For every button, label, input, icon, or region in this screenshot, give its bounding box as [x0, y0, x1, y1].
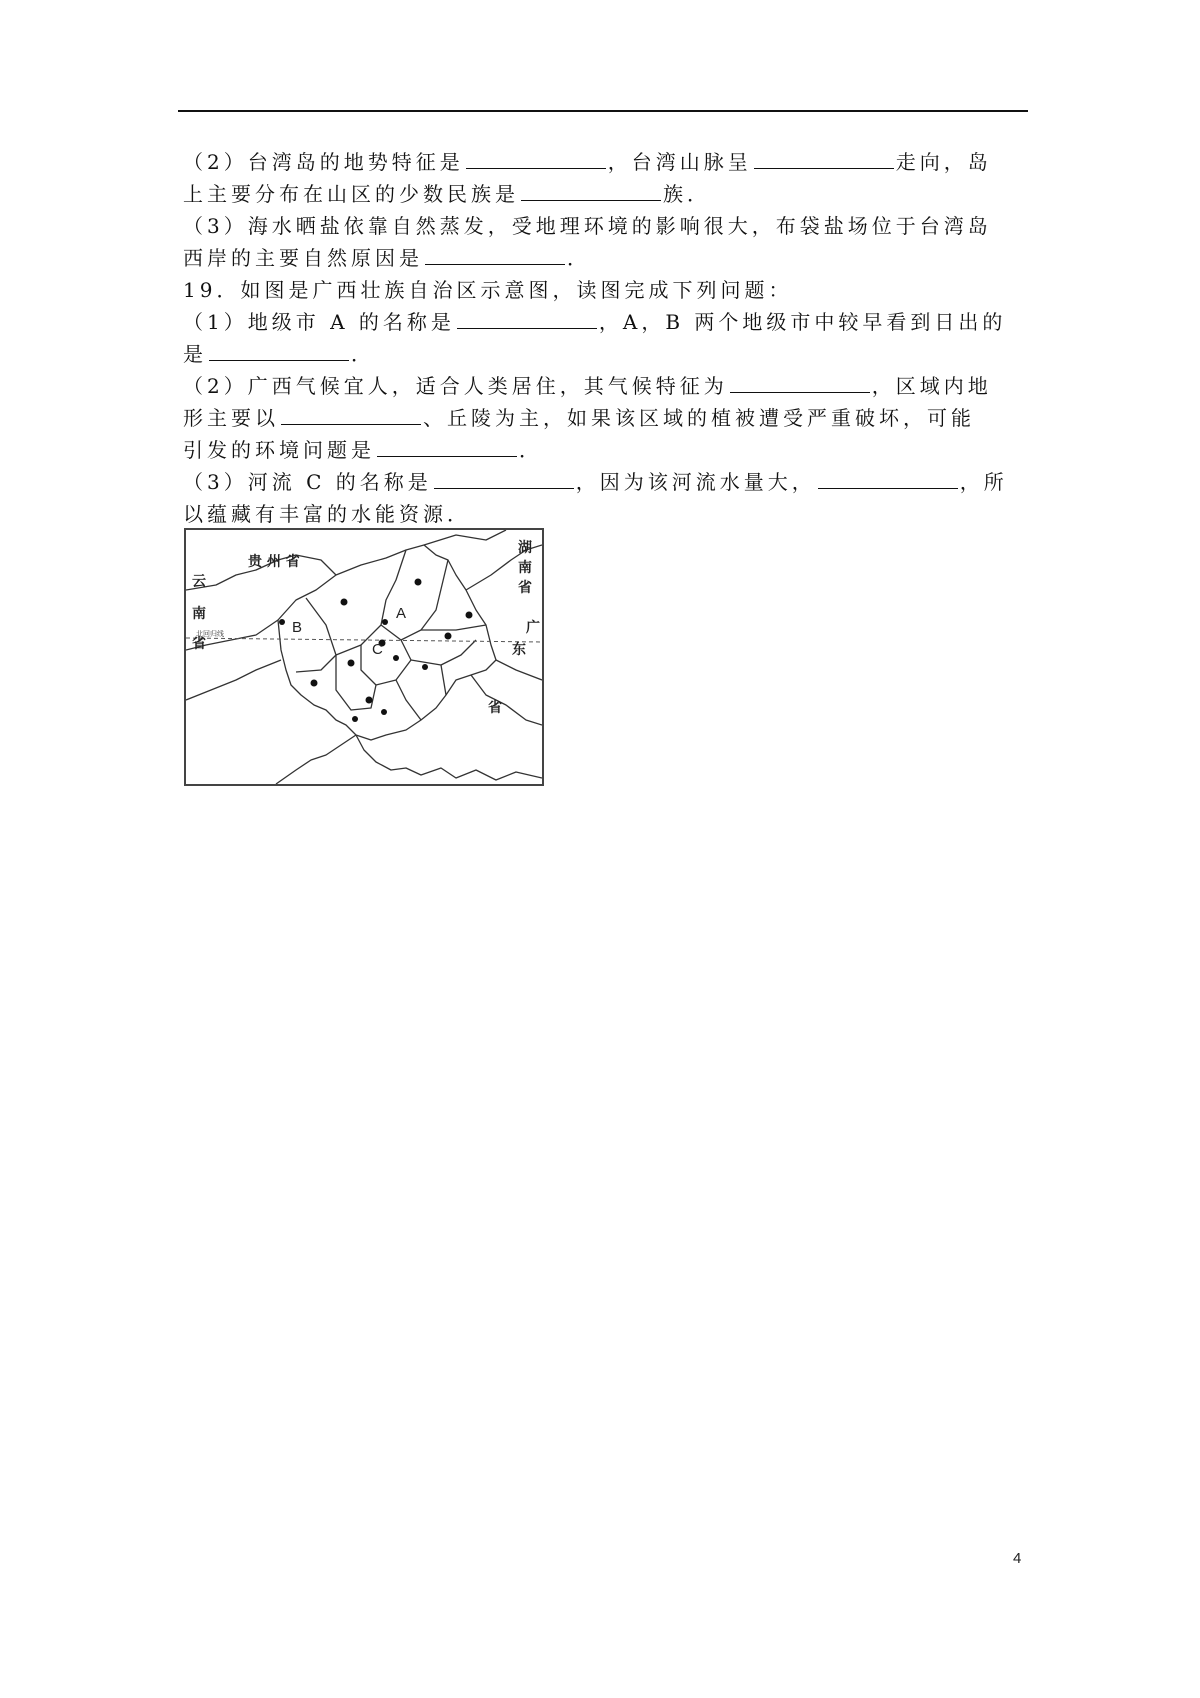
page-number: 4 — [1013, 1550, 1022, 1567]
label-hunan: 省 — [518, 580, 532, 596]
text-line — [183, 146, 1023, 178]
prefecture-border — [411, 640, 476, 665]
province-border — [186, 660, 281, 700]
text-segment: ，因为该河流水量大， — [575, 470, 816, 494]
label-hunan: 南 — [518, 560, 532, 576]
guangxi-border — [278, 545, 496, 740]
text-segment: （3）河流 C 的名称是 — [183, 470, 432, 494]
text-segment: ，所 — [959, 470, 1008, 494]
prefecture-border — [421, 625, 486, 630]
answer-blank[interactable] — [425, 242, 565, 265]
prefecture-border — [361, 640, 411, 685]
coastline — [276, 735, 356, 784]
text-segment: ，区域内地 — [871, 374, 992, 398]
answer-blank[interactable] — [730, 370, 870, 393]
city-dot — [341, 599, 348, 606]
label-guangdong: 省 — [488, 700, 502, 716]
text-line — [183, 402, 1023, 434]
prefecture-border — [441, 665, 446, 695]
text-segment: 19．如图是广西壮族自治区示意图，读图完成下列问题： — [183, 278, 793, 302]
text-line — [183, 210, 1023, 242]
answer-blank[interactable] — [209, 338, 349, 361]
label-hunan: 湖 — [518, 540, 532, 556]
text-segment: ． — [351, 342, 375, 366]
city-dot — [445, 633, 452, 640]
text-segment: 、丘陵为主，如果该区域的植被遭受严重破坏，可能 — [423, 406, 975, 430]
answer-blank[interactable] — [377, 434, 517, 457]
answer-blank[interactable] — [754, 146, 894, 169]
point-a-label: A — [396, 605, 407, 622]
text-line — [183, 434, 1023, 466]
question-text — [183, 146, 1023, 530]
province-border — [471, 675, 542, 725]
text-line — [183, 306, 1023, 338]
text-segment: 引发的环境问题是 — [183, 438, 375, 462]
map-figure — [186, 530, 542, 784]
guangxi-map — [184, 528, 544, 786]
text-segment: ，台湾山脉呈 — [607, 150, 752, 174]
label-yunnan: 南 — [192, 606, 206, 622]
text-segment: 走向，岛 — [895, 150, 992, 174]
answer-blank[interactable] — [521, 178, 661, 201]
text-segment: （3）海水晒盐依靠自然蒸发，受地理环境的影响很大，布袋盐场位于台湾岛 — [183, 214, 992, 238]
point-c-label: C — [372, 641, 383, 658]
province-border — [424, 530, 506, 545]
text-segment: ． — [567, 246, 591, 270]
label-guangdong: 广 — [526, 620, 540, 636]
answer-blank[interactable] — [818, 466, 958, 489]
text-segment: 上主要分布在山区的少数民族是 — [183, 182, 519, 206]
coastline — [356, 735, 542, 780]
prefecture-border — [381, 560, 448, 640]
city-dot — [381, 709, 387, 715]
city-dot — [415, 579, 422, 586]
city-dot — [382, 619, 388, 625]
text-segment: （1）地级市 A 的名称是 — [183, 310, 455, 334]
text-line — [183, 466, 1023, 498]
text-segment: 西岸的主要自然原因是 — [183, 246, 423, 270]
city-dot — [366, 697, 373, 704]
answer-blank[interactable] — [466, 146, 606, 169]
city-dot — [422, 664, 428, 670]
answer-blank[interactable] — [457, 306, 597, 329]
header-rule — [178, 110, 1028, 112]
text-segment: 形主要以 — [183, 406, 279, 430]
city-dot — [279, 619, 285, 625]
text-line — [183, 178, 1023, 210]
text-line — [183, 242, 1023, 274]
answer-blank[interactable] — [434, 466, 574, 489]
text-segment: 族． — [663, 182, 711, 206]
label-yunnan: 省 — [192, 636, 206, 652]
city-dot — [352, 716, 358, 722]
province-border — [496, 660, 542, 680]
answer-blank[interactable] — [281, 402, 421, 425]
label-tropic: 北回归线 — [196, 630, 224, 638]
city-dot — [393, 655, 399, 661]
label-guizhou: 贵 州 省 — [248, 554, 300, 570]
text-line — [183, 498, 1023, 530]
text-segment: 是 — [183, 342, 207, 366]
text-segment: （2）广西气候宜人，适合人类居住，其气候特征为 — [183, 374, 728, 398]
label-guangdong: 东 — [512, 642, 526, 658]
text-line — [183, 370, 1023, 402]
text-segment: ，A，B 两个地级市中较早看到日出的 — [598, 310, 1007, 334]
text-line — [183, 338, 1023, 370]
text-segment: ． — [519, 438, 543, 462]
text-segment: 以蕴藏有丰富的水能资源． — [183, 502, 471, 526]
label-yunnan: 云 — [192, 574, 206, 590]
text-segment: （2）台湾岛的地势特征是 — [183, 150, 464, 174]
city-dot — [348, 660, 355, 667]
text-line — [183, 274, 1023, 306]
city-dot — [311, 680, 318, 687]
prefecture-border — [396, 680, 421, 720]
point-b-label: B — [292, 619, 303, 636]
city-dot — [466, 612, 473, 619]
